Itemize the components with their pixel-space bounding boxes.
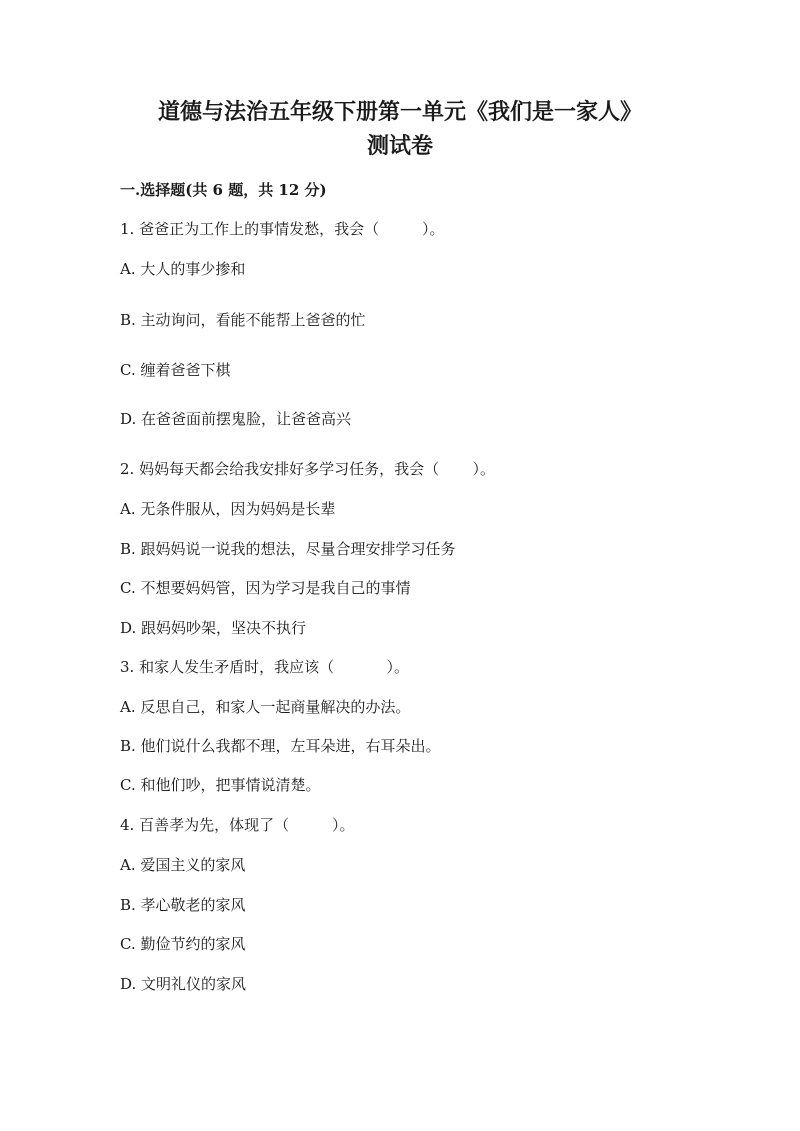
question-1-option-a: A. 大人的事少掺和: [120, 260, 246, 278]
question-1-option-d: D. 在爸爸面前摆鬼脸，让爸爸高兴: [120, 410, 352, 428]
question-1-option-c: C. 缠着爸爸下棋: [120, 361, 231, 379]
exam-title-line-2: 测试卷: [366, 133, 433, 159]
question-4-option-b: B. 孝心敬老的家风: [120, 896, 246, 914]
question-3-option-b: B. 他们说什么我都不理，左耳朵进，右耳朵出。: [120, 737, 441, 755]
question-4-stem: 4. 百善孝为先，体现了（ ）。: [120, 816, 355, 834]
question-3-option-c: C. 和他们吵，把事情说清楚。: [120, 776, 321, 794]
exam-title-line-1: 道德与法治五年级下册第一单元《我们是一家人》: [157, 99, 642, 125]
question-3-stem: 3. 和家人发生矛盾时，我应该（ ）。: [120, 658, 410, 676]
question-4-option-a: A. 爱国主义的家风: [120, 856, 246, 874]
question-2-option-c: C. 不想要妈妈管，因为学习是我自己的事情: [120, 579, 411, 597]
question-2-option-a: A. 无条件服从，因为妈妈是长辈: [120, 500, 336, 518]
question-1-option-b: B. 主动询问，看能不能帮上爸爸的忙: [120, 311, 366, 329]
question-3-option-a: A. 反思自己，和家人一起商量解决的办法。: [120, 698, 411, 716]
question-2-option-b: B. 跟妈妈说一说我的想法，尽量合理安排学习任务: [120, 540, 456, 558]
section-heading-choice: 一.选择题(共 6 题，共 12 分): [120, 181, 327, 199]
question-2-stem: 2. 妈妈每天都会给我安排好多学习任务，我会（ ）。: [120, 460, 495, 478]
question-4-option-d: D. 文明礼仪的家风: [120, 975, 247, 993]
question-4-option-c: C. 勤俭节约的家风: [120, 935, 246, 953]
question-1-stem: 1. 爸爸正为工作上的事情发愁，我会（ ）。: [120, 220, 445, 238]
question-2-option-d: D. 跟妈妈吵架，坚决不执行: [120, 619, 307, 637]
